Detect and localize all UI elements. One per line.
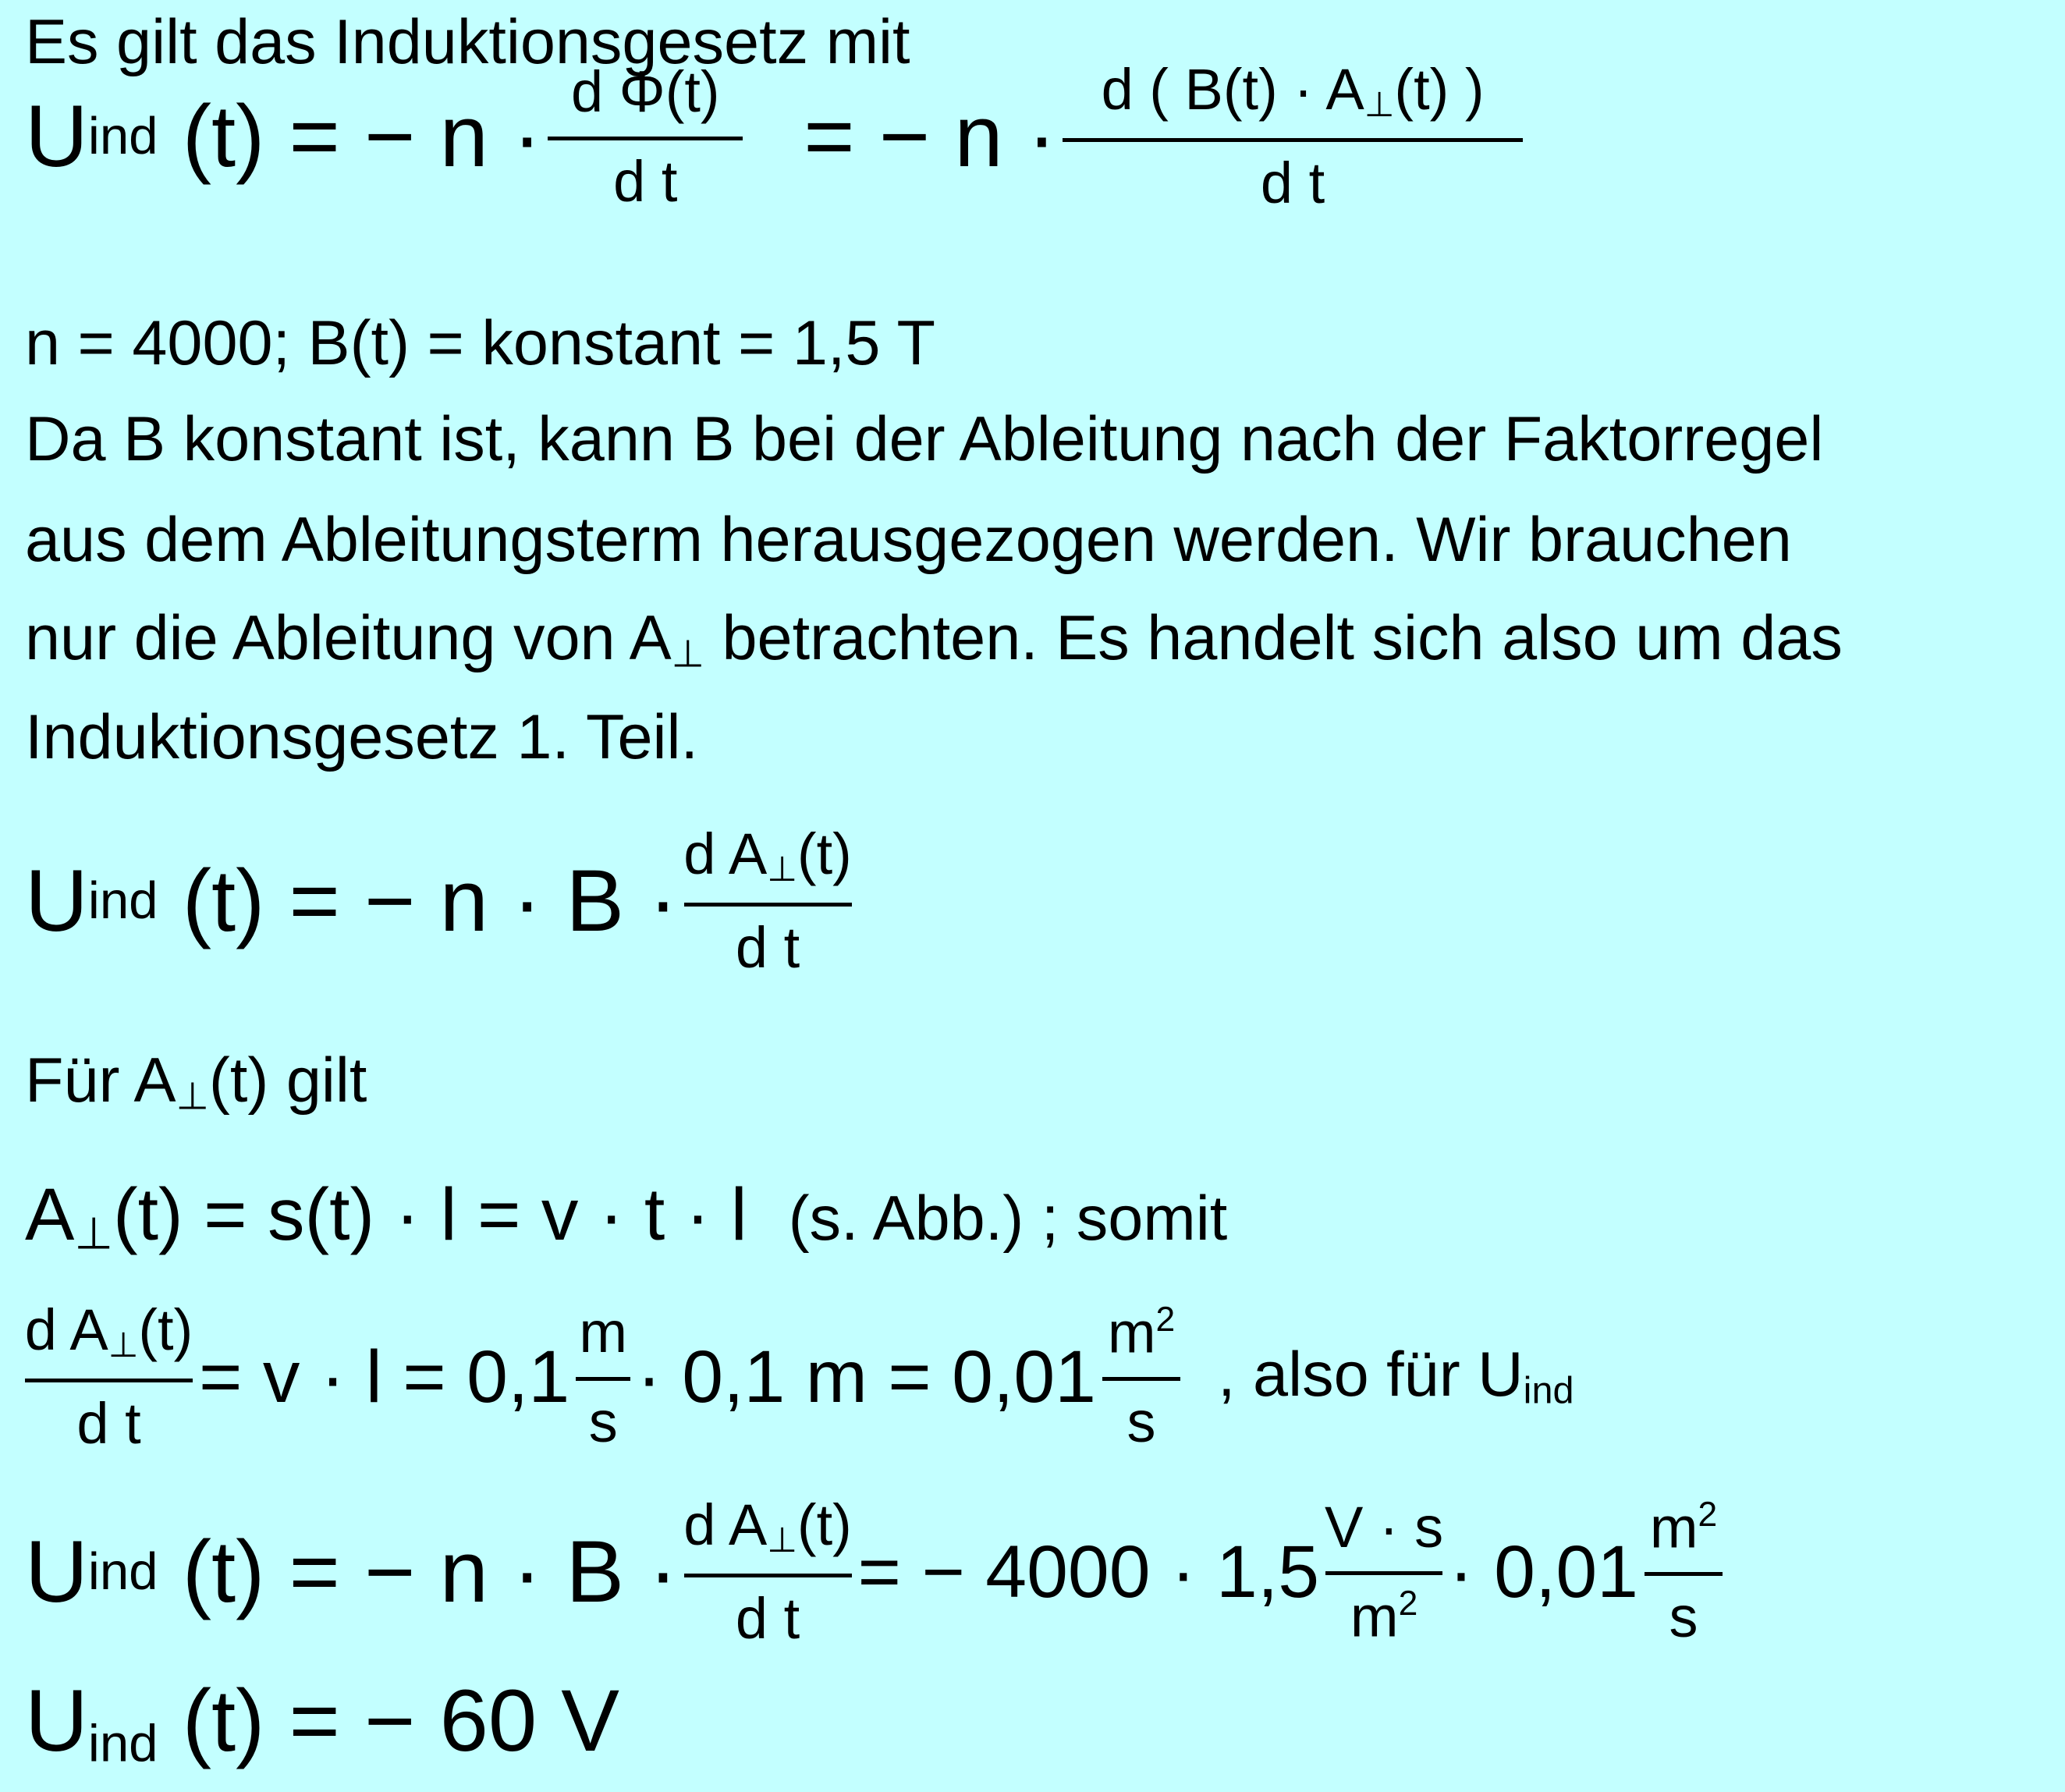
unit-Vs-per-m2: V · s $m^2$ bbox=[1325, 1494, 1444, 1649]
ind-subscript: ind bbox=[87, 1542, 158, 1602]
paragraph-line-3: nur die Ableitung von $A_\perp$ betrachten. Es handelt sich also um das bbox=[25, 603, 1843, 676]
paragraph-line-1: Da B konstant ist, kann B bei der Ableitung nach der Faktorregel bbox=[25, 404, 1824, 474]
dBA-dt-fraction bbox=[1063, 59, 1523, 213]
result-value: (t) = − 60 V bbox=[182, 1672, 619, 1769]
result-equation: Uind (t) = − 60 V bbox=[25, 1672, 619, 1773]
unit-m-per-s: m s bbox=[576, 1302, 630, 1452]
u-symbol: U bbox=[25, 87, 88, 185]
figure-reference: (s. Abb.) ; somit bbox=[788, 1183, 1228, 1254]
u-symbol: U bbox=[25, 852, 88, 949]
intro-text: Es gilt das Induktionsgesetz mit bbox=[25, 7, 910, 77]
unit-m2-per-s: $m^2$ s bbox=[1645, 1497, 1723, 1648]
dA-dt-fraction bbox=[24, 1297, 193, 1456]
area-equation: $A_\perp(t) = s(t) \cdot l = v \cdot t \cdot l$ (s. Abb.) ; somit bbox=[25, 1173, 1228, 1259]
fraction-numerator: d ( $B(t) \cdot A_\perp(t)$ ) bbox=[1101, 57, 1485, 125]
t-argument: (t) bbox=[182, 87, 265, 185]
fraction-numerator: d Φ(t) bbox=[570, 59, 720, 124]
fraction-denominator: d t bbox=[613, 148, 678, 214]
dphi-dt-fraction bbox=[548, 59, 743, 214]
area-intro: Für $A_\perp(t)$ gilt bbox=[25, 1045, 367, 1118]
minus-n: = − n · bbox=[289, 87, 542, 185]
u-symbol: U bbox=[25, 1523, 88, 1620]
fraction-denominator: d t bbox=[735, 914, 800, 980]
minus-n-B: = − n · B · bbox=[289, 852, 678, 949]
dA-dt-fraction: d $A_\perp(t)$ d t bbox=[683, 1492, 852, 1651]
derivative-equation: d $A_\perp(t)$ d t = v · l = 0,1 m s · 0,1 m = 0,01 $m^2$ s , also für $U_{ind}$ bbox=[25, 1299, 1574, 1455]
also-for-u-ind: , also für $U_{ind}$ bbox=[1218, 1340, 1574, 1413]
induction-equation-simplified bbox=[25, 821, 858, 980]
ind-subscript: ind bbox=[87, 871, 158, 931]
induction-law-equation bbox=[25, 57, 1529, 215]
dA-dt-fraction bbox=[683, 821, 852, 980]
fraction-denominator: d t bbox=[1260, 150, 1325, 215]
fraction-numerator: d $A_\perp(t)$ bbox=[683, 821, 852, 889]
fraction-denominator: d t bbox=[76, 1390, 141, 1456]
calculation-equation: U ind (t) = − n · B · d $A_\perp(t)$ d t = − 4000 · 1,5 V · s $m^2$ · 0,01 $m^2$ s bbox=[25, 1510, 1729, 1634]
ind-subscript: ind bbox=[87, 107, 158, 166]
unit-m2-per-s: $m^2$ s bbox=[1102, 1302, 1180, 1453]
minus-n: = − n · bbox=[804, 87, 1057, 185]
paragraph-line-4: Induktionsgesetz 1. Teil. bbox=[25, 702, 699, 772]
t-argument: (t) bbox=[182, 852, 265, 949]
fraction-numerator: d $A_\perp(t)$ bbox=[24, 1297, 193, 1365]
given-values: n = 4000; B(t) = konstant = 1,5 T bbox=[25, 308, 935, 378]
paragraph-line-2: aus dem Ableitungsterm herausgezogen werden. Wir brauchen bbox=[25, 505, 1792, 575]
